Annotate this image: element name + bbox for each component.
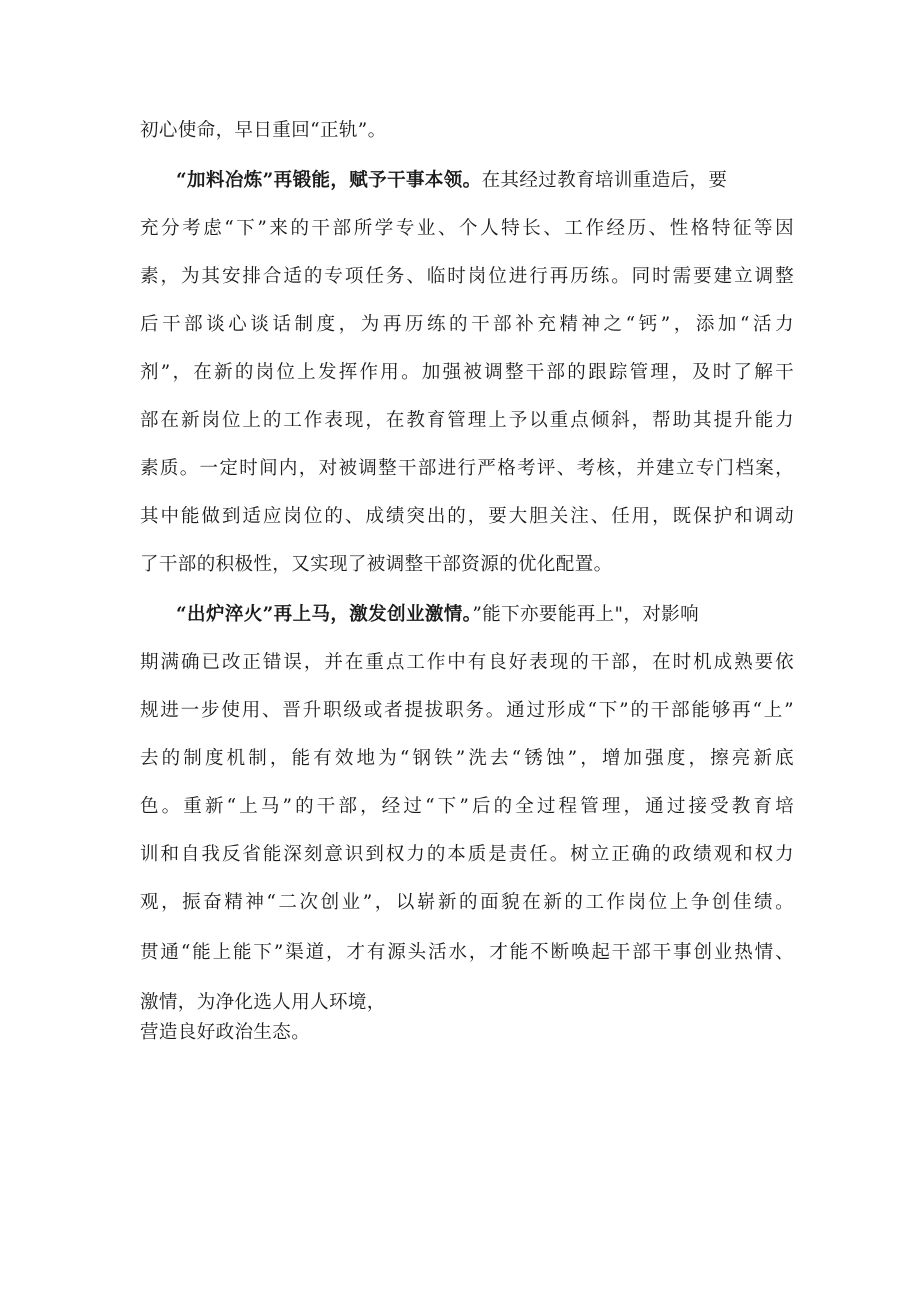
paragraph-line: 素质。一定时间内，对被调整干部进行严格考评、考核，并建立专门档案， <box>140 458 794 479</box>
paragraph-line: 规进一步使用、晋升职级或者提拔职务。通过形成“下”的干部能够再“上” <box>140 700 794 721</box>
paragraph-line: 初心使命，早日重回“正轨”。 <box>140 120 387 141</box>
paragraph-line: 部在新岗位上的工作表现，在教育管理上予以重点倾斜，帮助其提升能力 <box>140 410 794 431</box>
paragraph-line: 观，振奋精神“二次创业”，以崭新的面貌在新的工作岗位上争创佳绩。 <box>140 892 794 913</box>
paragraph-line: 营造良好政治生态。 <box>140 1022 311 1043</box>
paragraph-line: 训和自我反省能深刻意识到权力的本质是责任。树立正确的政绩观和权力 <box>140 844 794 865</box>
paragraph-line: 色。重新“上马”的干部，经过“下”后的全过程管理，通过接受教育培 <box>140 796 794 817</box>
paragraph-line: 剂”，在新的岗位上发挥作用。加强被调整干部的跟踪管理，及时了解干 <box>140 362 794 383</box>
paragraph-line: 其中能做到适应岗位的、成绩突出的，要大胆关注、任用，既保护和调动 <box>140 506 794 527</box>
paragraph-line: 素，为其安排合适的专项任务、临时岗位进行再历练。同时需要建立调整 <box>140 266 794 287</box>
paragraph-line: 充分考虑“下”来的干部所学专业、个人特长、工作经历、性格特征等因 <box>140 218 794 239</box>
section-2-heading: “出炉淬火”再上马，激发创业激情。 <box>176 604 473 625</box>
paragraph-line: 后干部谈心谈话制度，为再历练的干部补充精神之“钙”，添加“活力 <box>140 314 794 335</box>
paragraph-line: 了干部的积极性，又实现了被调整干部资源的优化配置。 <box>140 554 613 575</box>
paragraph-text: ”能下亦要能再上"，对影响 <box>472 604 700 625</box>
paragraph-line: 激情，为净化选人用人环境， <box>140 992 386 1013</box>
section-2-first-line <box>176 603 699 627</box>
section-1-first-line <box>176 169 727 193</box>
paragraph-line: 期满确已改正错误，并在重点工作中有良好表现的干部，在时机成熟要依 <box>140 652 794 673</box>
paragraph-text: 在其经过教育培训重造后，要 <box>481 170 728 191</box>
section-1-heading: “加料冶炼”再锻能，赋予干事本领。 <box>176 170 482 191</box>
paragraph-line: 去的制度机制，能有效地为“钢铁”洗去“锈蚀”，增加强度，擦亮新底 <box>140 748 794 769</box>
paragraph-line: 贯通“能上能下”渠道，才有源头活水，才能不断唤起干部干事创业热情、 <box>140 942 794 963</box>
